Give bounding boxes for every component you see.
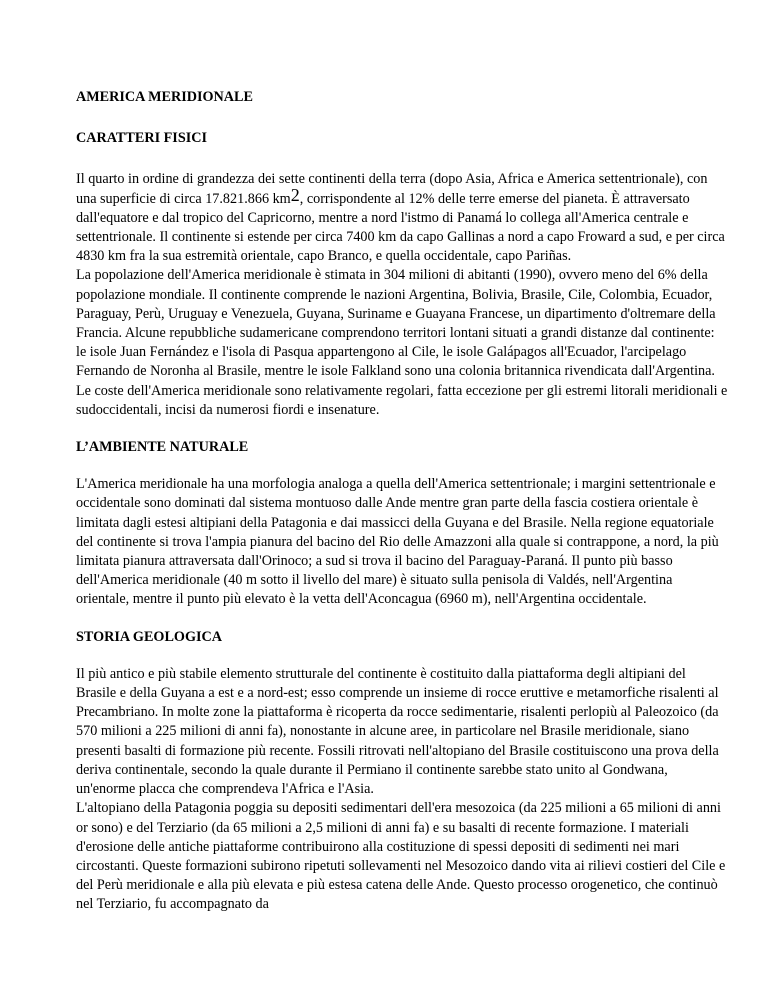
paragraph: L'altopiano della Patagonia poggia su depositi sedimentari dell'era mesozoica (da 225 milioni a 65 milioni di anni or sono) e del Terziario (da 65 milioni a 2,5 milioni di anni fa) e su basalti di recente formazione. I materiali d'erosione delle antiche piattaforme contribuirono alla costituzione di spessi depositi di sedimenti nei mari circostanti. Queste formazioni subirono ripetuti sollevamenti nel Mesozoico dando vita ai rilievi costieri del Cile e del Perù meridionale e alla più elevata e più estesa catena delle Ande. Questo processo orogenetico, che continuò nel Terziario, fu accompagnato da — [76, 800, 726, 913]
superscript: 2 — [290, 184, 300, 205]
paragraph-text: Il quarto in ordine di grandezza dei sette continenti della terra (dopo Asia, Africa e America settentrionale), con una superficie di circa 17.821.866 km — [76, 171, 708, 207]
paragraph-text: , corrispondente al 12% delle terre emerse del pianeta. È attraversato dall'equatore e dal tropico del Capricorno, mentre a nord l'istmo di Panamá lo collega all'America centrale e settentrionale. Il continente si estende per circa 7400 km da capo Gallinas a nord a capo Froward a sud, e per circa 4830 km fra la sua estremità orientale, capo Branco, e quella occidentale, capo Pariñas. — [76, 190, 725, 265]
paragraph: La popolazione dell'America meridionale è stimata in 304 milioni di abitanti (1990), ovvero meno del 6% della popolazione mondiale. Il continente comprende le nazioni Argentina, Bolivia, Brasile, Cile, Colombia, Ecuador, Paraguay, Perù, Uruguay e Venezuela, Guyana, Suriname e Guayana Francese, un dipartimento d'oltremare della Francia. Alcune repubbliche sudamericane comprendono territori lontani situati a grandi distanze dal continente: le isole Juan Fernández e l'isola di Pasqua appartengono al Cile, le isole Galápagos all'Ecuador, l'arcipelago Fernando de Noronha al Brasile, mentre le isole Falkland sono una colonia britannica rivendicata dall'Argentina. Le coste dell'America meridionale sono relativamente regolari, fatta eccezione per gli estremi litorali meridionali e sudoccidentali, incisi da numerosi fiordi e insenature. — [76, 267, 728, 418]
section-heading-storia-geologica: STORIA GEOLOGICA — [76, 628, 222, 645]
section-heading-caratteri-fisici: CARATTERI FISICI — [76, 130, 207, 147]
paragraph: Il più antico e più stabile elemento strutturale del continente è costituito dalla piattaforma degli altipiani del Brasile e della Guyana a est e a nord-est; esso comprende un insieme di rocce eruttive e metamorfiche risalenti al Precambriano. In molte zone la piattaforma è ricoperta da rocce sedimentarie, risalenti perlopiù al Paleozoico (da 570 milioni a 225 milioni di anni fa), nonostante in alcune aree, in particolare nel Brasile meridionale, siano presenti basalti di formazione più recente. Fossili ritrovati nell'altopiano del Brasile costituiscono una prova della deriva continentale, secondo la quale durante il Permiano il continente sarebbe stato unito al Gondwana, un'enorme placca che comprendeva l'Africa e l'Asia. — [76, 665, 719, 798]
paragraph — [76, 170, 728, 266]
section-heading-ambiente-naturale: L’AMBIENTE NATURALE — [76, 439, 249, 456]
paragraph: L'America meridionale ha una morfologia analoga a quella dell'America settentrionale; i margini settentrionale e occidentale sono dominati dal sistema montuoso dalle Ande mentre gran parte della fascia costiera orientale è limitata dagli estesi altipiani della Patagonia e dai massicci della Guyana e del Brasile. Nella regione equatoriale del continente si trova l'ampia pianura del bacino del Rio delle Amazzoni alla quale si contrappone, a nord, la più limitata pianura attraversata dall'Orinoco; a sud si trova il bacino del Paraguay-Paraná. Il punto più basso dell'America meridionale (40 m sotto il livello del mare) è situato sulla penisola di Valdés, nell'Argentina orientale, mentre il punto più elevato è la vetta dell'Aconcagua (6960 m), nell'Argentina occidentale. — [76, 476, 719, 608]
document-title: AMERICA MERIDIONALE — [76, 89, 253, 105]
